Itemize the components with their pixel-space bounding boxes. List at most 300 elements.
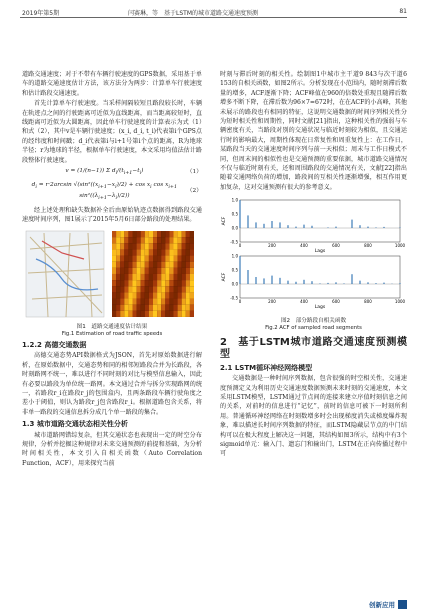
- heatmap-cell: [137, 292, 141, 298]
- equation-1: [22, 167, 202, 179]
- page-number: 81: [399, 8, 407, 15]
- heatmap-cell: [161, 231, 165, 237]
- heatmap-cell: [149, 292, 153, 298]
- heatmap-cell: [157, 255, 161, 261]
- acf-charts: [220, 196, 407, 314]
- heatmap-cell: [165, 237, 169, 243]
- heatmap-cell: [116, 280, 120, 286]
- heatmap-cell: [174, 243, 178, 249]
- heatmap-cell: [174, 280, 178, 286]
- heatmap-cell: [174, 267, 178, 273]
- acf-y-tick: 0.5: [231, 211, 238, 217]
- acf-x-tick: 0: [238, 243, 242, 249]
- heatmap-cell: [133, 280, 137, 286]
- paragraph: 高德交通态势API数据格式为JSON，首先对原始数据进行解析，在原始数据中，交通态势和同的相邻短路段合并为长路段，各时刻路网不统一，难以进行不同时刻的对比与模型信息输入，因此有必要以路段为单位统一路网。本文通过合并与拆分实现路网的统一，若路段r_i在路段r_j的包围盒内，且两条路段车辆行驶角度之差小于阈值，则认为路段r_j包含路段r_i。根据道路包含关系，将非单一路段的交通信息拆分成几个单一路段的集合。: [22, 352, 202, 416]
- heatmap-cell: [124, 298, 128, 304]
- heatmap-cell: [190, 231, 194, 237]
- heatmap-cell: [178, 237, 182, 243]
- heatmap-cell: [165, 286, 169, 292]
- heatmap-cell: [182, 286, 186, 292]
- heatmap-cell: [141, 249, 145, 255]
- heatmap-cell: [174, 274, 178, 280]
- speed-heatmap: [112, 231, 194, 317]
- heatmap-cell: [145, 255, 149, 261]
- heatmap-cell: [141, 261, 145, 267]
- heatmap-cell: [112, 255, 116, 261]
- heatmap-cell: [186, 310, 190, 316]
- figure-1-caption-en: Fig.1 Estimation of road traffic speeds: [61, 330, 163, 337]
- heatmap-cell: [116, 255, 120, 261]
- section-heading: 2.1 LSTM循环神经网络模型: [220, 363, 313, 372]
- heatmap-cell: [174, 310, 178, 316]
- heatmap-cell: [157, 267, 161, 273]
- heatmap-cell: [145, 249, 149, 255]
- heatmap-cell: [186, 286, 190, 292]
- heatmap-cell: [128, 280, 132, 286]
- heatmap-cell: [112, 274, 116, 280]
- heatmap-cell: [182, 304, 186, 310]
- heatmap-cell: [169, 261, 173, 267]
- heatmap-cell: [182, 310, 186, 316]
- heatmap-cell: [141, 298, 145, 304]
- heatmap-cell: [182, 267, 186, 273]
- heatmap-cell: [161, 237, 165, 243]
- acf-x-tick: 600: [332, 243, 340, 249]
- heatmap-cell: [174, 237, 178, 243]
- equation-number: （2）: [186, 188, 202, 195]
- heatmap-cell: [153, 231, 157, 237]
- heatmap-cell: [145, 267, 149, 273]
- heatmap-cell: [165, 231, 169, 237]
- heatmap-cell: [165, 304, 169, 310]
- paragraph: 城市道路网错综复杂，但其交通状态也表现出一定的时空分布规律，分析并挖掘这种规律对未来交通预测的前提和基础，为分析时间相关性，本文引入自相关函数（Auto Correlation Function，ACF），用来探究当前: [22, 431, 202, 467]
- heatmap-cell: [112, 243, 116, 249]
- heatmap-cell: [141, 292, 145, 298]
- heatmap-cell: [124, 310, 128, 316]
- heatmap-cell: [165, 298, 169, 304]
- heatmap-cell: [161, 255, 165, 261]
- heatmap-cell: [165, 274, 169, 280]
- heatmap-cell: [190, 237, 194, 243]
- heatmap-cell: [190, 274, 194, 280]
- heatmap-cell: [145, 310, 149, 316]
- heatmap-cell: [128, 231, 132, 237]
- heatmap-cell: [157, 298, 161, 304]
- heatmap-cell: [116, 298, 120, 304]
- issue-label: 2019年第5期: [22, 10, 60, 17]
- heatmap-cell: [178, 243, 182, 249]
- acf-y-tick: 1.0: [231, 197, 238, 203]
- heatmap-cell: [169, 286, 173, 292]
- heatmap-cell: [186, 280, 190, 286]
- heatmap-cell: [182, 280, 186, 286]
- heatmap-cell: [137, 310, 141, 316]
- equation-number: （1）: [186, 169, 202, 176]
- heatmap-cell: [161, 249, 165, 255]
- heatmap-cell: [161, 304, 165, 310]
- right-column: [220, 70, 407, 460]
- heatmap-cell: [120, 231, 124, 237]
- heatmap-cell: [178, 292, 182, 298]
- heatmap-cell: [124, 292, 128, 298]
- heatmap-cell: [153, 255, 157, 261]
- paragraph: 首先计算单车行驶速度。当采样间隔较短且路段较长时，车辆在轨迹点之间的行驶距离可近似为直线距离，而当距离较短时，直线距离可近似为大圆距离，因此单车行驶速度的计算表示为式（1）和式（2），其中v是车辆行驶速度；(x_i, d_i, t_i)代表第i个GPS点的经纬度和时间戳；d_i代表第i与i+1号第i个点的距离，R为地球半径；r为地球的半径，根据单车行驶速度，本文采用均值法估计路段整体行驶速度。: [22, 100, 202, 164]
- heatmap-cell: [157, 274, 161, 280]
- heatmap-cell: [157, 237, 161, 243]
- heatmap-cell: [145, 243, 149, 249]
- heatmap-cell: [169, 267, 173, 273]
- heatmap-cell: [178, 231, 182, 237]
- heatmap-cell: [141, 310, 145, 316]
- heatmap-cell: [169, 231, 173, 237]
- heatmap-cell: [149, 255, 153, 261]
- heatmap-cell: [128, 255, 132, 261]
- heatmap-cell: [137, 304, 141, 310]
- heatmap-cell: [169, 249, 173, 255]
- acf-x-tick: 800: [364, 243, 372, 249]
- heatmap-cell: [153, 280, 157, 286]
- acf-x-label: Lags: [314, 249, 326, 255]
- heatmap-cell: [133, 304, 137, 310]
- heatmap-cell: [133, 286, 137, 292]
- heatmap-cell: [190, 298, 194, 304]
- heatmap-cell: [133, 261, 137, 267]
- heatmap-cell: [133, 310, 137, 316]
- heatmap-cell: [182, 255, 186, 261]
- heatmap-cell: [174, 298, 178, 304]
- heatmap-cell: [169, 280, 173, 286]
- heatmap-cell: [174, 286, 178, 292]
- heatmap-cell: [149, 310, 153, 316]
- heatmap-cell: [120, 243, 124, 249]
- heatmap-cell: [133, 267, 137, 273]
- heatmap-cell: [145, 237, 149, 243]
- heatmap-cell: [190, 310, 194, 316]
- figure-2-caption-en: Fig.2 ACF of sampled road segments: [265, 324, 362, 331]
- heatmap-cell: [116, 310, 120, 316]
- heatmap-cell: [157, 243, 161, 249]
- heatmap-cell: [178, 310, 182, 316]
- heatmap-cell: [178, 286, 182, 292]
- heatmap-cell: [141, 243, 145, 249]
- heatmap-cell: [157, 310, 161, 316]
- heatmap-cell: [161, 292, 165, 298]
- heatmap-cell: [133, 292, 137, 298]
- heatmap-cell: [169, 304, 173, 310]
- heatmap-cell: [186, 243, 190, 249]
- heatmap-cell: [153, 274, 157, 280]
- heatmap-cell: [133, 249, 137, 255]
- heatmap-cell: [137, 267, 141, 273]
- heatmap-cell: [182, 292, 186, 298]
- left-column: [22, 70, 202, 469]
- heatmap-cell: [153, 243, 157, 249]
- heatmap-cell: [133, 298, 137, 304]
- heatmap-cell: [112, 249, 116, 255]
- page-header: [0, 0, 427, 18]
- heatmap-cell: [145, 292, 149, 298]
- heatmap-cell: [116, 292, 120, 298]
- heatmap-cell: [120, 261, 124, 267]
- acf-x-tick: 1000: [394, 299, 406, 305]
- heatmap-cell: [149, 237, 153, 243]
- heatmap-cell: [120, 255, 124, 261]
- paragraph: 道路交通速度；对于不带有车辆行驶速度的GPS数据，采用基于单车的道路交通速度估计方法，该方法分为两步：计算单车行驶速度和估计路段交通速度。: [22, 71, 202, 97]
- heatmap-cell: [116, 243, 120, 249]
- figure-2: [220, 196, 407, 331]
- heatmap-cell: [161, 274, 165, 280]
- heatmap-cell: [157, 280, 161, 286]
- heatmap-cell: [133, 231, 137, 237]
- heatmap-cell: [112, 231, 116, 237]
- heatmap-cell: [174, 249, 178, 255]
- heatmap-cell: [141, 267, 145, 273]
- heatmap-cell: [186, 261, 190, 267]
- heatmap-cell: [178, 304, 182, 310]
- heatmap-cell: [145, 261, 149, 267]
- heatmap-cell: [190, 286, 194, 292]
- heatmap-cell: [182, 237, 186, 243]
- heatmap-cell: [124, 249, 128, 255]
- heatmap-cell: [174, 261, 178, 267]
- heatmap-cell: [169, 274, 173, 280]
- heatmap-cell: [157, 249, 161, 255]
- heatmap-cell: [182, 231, 186, 237]
- heatmap-cell: [178, 298, 182, 304]
- heatmap-cell: [153, 249, 157, 255]
- heatmap-cell: [137, 237, 141, 243]
- heatmap-cell: [137, 261, 141, 267]
- heatmap-cell: [128, 298, 132, 304]
- heatmap-cell: [128, 304, 132, 310]
- heatmap-cell: [120, 298, 124, 304]
- heatmap-cell: [128, 261, 132, 267]
- heatmap-cell: [190, 249, 194, 255]
- heatmap-cell: [190, 280, 194, 286]
- acf-x-tick: 400: [300, 299, 308, 305]
- heatmap-cell: [116, 231, 120, 237]
- heatmap-cell: [141, 255, 145, 261]
- heatmap-cell: [145, 274, 149, 280]
- heatmap-cell: [137, 231, 141, 237]
- heatmap-cell: [120, 280, 124, 286]
- heatmap-cell: [186, 274, 190, 280]
- heatmap-cell: [153, 298, 157, 304]
- figure-1-graphic: [22, 229, 202, 321]
- heatmap-cell: [124, 231, 128, 237]
- heatmap-cell: [149, 280, 153, 286]
- heatmap-cell: [124, 243, 128, 249]
- section-heading: 1.3 城市道路交通状态相关性分析: [22, 420, 128, 429]
- heatmap-cell: [165, 243, 169, 249]
- heatmap-cell: [128, 274, 132, 280]
- heatmap-cell: [124, 286, 128, 292]
- heatmap-cell: [169, 243, 173, 249]
- heatmap-cell: [157, 304, 161, 310]
- heatmap-cell: [116, 286, 120, 292]
- equation-2: [22, 181, 202, 204]
- heatmap-cell: [182, 243, 186, 249]
- acf-x-tick: 600: [332, 299, 340, 305]
- heatmap-cell: [186, 231, 190, 237]
- heatmap-cell: [190, 304, 194, 310]
- heatmap-cell: [124, 274, 128, 280]
- heatmap-cell: [145, 298, 149, 304]
- heatmap-cell: [182, 274, 186, 280]
- heatmap-cell: [161, 267, 165, 273]
- heatmap-cell: [174, 292, 178, 298]
- heatmap-cell: [112, 261, 116, 267]
- heatmap-cell: [178, 267, 182, 273]
- acf-x-label: Lags: [314, 305, 326, 311]
- heatmap-cell: [165, 267, 169, 273]
- heatmap-cell: [149, 249, 153, 255]
- acf-y-label: ACF: [222, 216, 227, 226]
- acf-plot-frame: [240, 256, 400, 298]
- heatmap-cell: [124, 304, 128, 310]
- heatmap-cell: [174, 255, 178, 261]
- heatmap-cell: [149, 243, 153, 249]
- heatmap-cell: [178, 274, 182, 280]
- heatmap-cell: [149, 267, 153, 273]
- heatmap-cell: [149, 286, 153, 292]
- heatmap-cell: [120, 286, 124, 292]
- heatmap-cell: [157, 292, 161, 298]
- heatmap-cell: [190, 243, 194, 249]
- heatmap-cell: [133, 243, 137, 249]
- heatmap-cell: [124, 255, 128, 261]
- heatmap-cell: [133, 255, 137, 261]
- equation-body: $d_i = r\cdot 2\arcsin$ $√(\sin^2((x_{i+1}-x_i)/2) + \cos x_i$ $\cos x_{i+1}$ $\sin^2((\lambda_{i+1}-\lambda_i)/2)$): [31, 181, 178, 202]
- heatmap-cell: [174, 231, 178, 237]
- acf-x-tick: 400: [300, 243, 308, 249]
- heatmap-cell: [186, 255, 190, 261]
- heatmap-cell: [169, 310, 173, 316]
- heatmap-cell: [190, 255, 194, 261]
- figure-1: [22, 229, 202, 338]
- heatmap-cell: [137, 274, 141, 280]
- heatmap-cell: [133, 237, 137, 243]
- paragraph: 时刻与滞后时刻的相关性。绘制图1中城市主干道9 843与次干道6 153的自相关函数，如图2所示。分析发现在小范围内，随时刻滞后数量的增多，ACF逐渐下降；ACF峰值在960的倍数处重现且随滞后数增多不断下降，在滞后数为96×7=672时，在在ACF的小高峰，其他未展示的路段也有相同的特征，这说明交通数据的时间序列相关性分为短时相关性和周期性，同时文献[21]指出，这种相关性的强弱与车辆密度有关，当路段对别的交通状况与临近时刻较为相似，且交通运行时的影响最大，周期性体现在日常复性和周重复性上：在工作日，某路段当天的交通速度时间序列与前一天相似；周末与工作日模式不同，但周末间的相似性也是交通预测的重要依据，城市道路交通情况不仅与临近时刻有关，还和周围路段的交通情况有关，文献[22]指出随着交通网络负荷的增加，路段间的互相关性逐渐增强，相互作用更加复杂，这对交通预测有很大的参考意义。: [220, 71, 407, 191]
- heatmap-cell: [112, 298, 116, 304]
- heatmap-cell: [145, 304, 149, 310]
- heatmap-cell: [141, 231, 145, 237]
- heatmap-cell: [186, 267, 190, 273]
- figure-1-caption-cn: 图1 道路交通速度估计结果: [76, 323, 148, 330]
- heatmap-cell: [116, 274, 120, 280]
- heatmap-cell: [161, 243, 165, 249]
- heatmap-cell: [186, 237, 190, 243]
- heatmap-cell: [124, 280, 128, 286]
- heatmap-cell: [149, 261, 153, 267]
- heatmap-cell: [137, 255, 141, 261]
- heatmap-cell: [116, 304, 120, 310]
- heatmap-cell: [120, 292, 124, 298]
- heatmap-cell: [112, 292, 116, 298]
- equation-body: v = (1/(n−1)) Σ $d_i/(t_{i+1}-t_i)$: [65, 168, 144, 177]
- heatmap-cell: [186, 249, 190, 255]
- heatmap-cell: [128, 286, 132, 292]
- heatmap-cell: [112, 237, 116, 243]
- paragraph: 经上述处理和缺失数据补全后由原始轨迹点数据得到路段交通速度时间序列，图1展示了2015年5月6日部分路段的处理结果。: [22, 206, 202, 224]
- heatmap-cell: [182, 261, 186, 267]
- heatmap-cell: [161, 310, 165, 316]
- heatmap-cell: [157, 261, 161, 267]
- header-rule: [20, 17, 407, 18]
- acf-y-tick: -0.5: [230, 295, 238, 301]
- acf-y-label: ACF: [222, 272, 227, 282]
- acf-plot-frame: [240, 200, 400, 242]
- heatmap-cell: [161, 280, 165, 286]
- heatmap-cell: [149, 304, 153, 310]
- heatmap-cell: [112, 267, 116, 273]
- heatmap-cell: [112, 286, 116, 292]
- heatmap-cell: [149, 298, 153, 304]
- heatmap-cell: [137, 243, 141, 249]
- heatmap-cell: [169, 298, 173, 304]
- footer-brand: [369, 600, 407, 610]
- heatmap-cell: [186, 304, 190, 310]
- heatmap-cell: [169, 237, 173, 243]
- heatmap-cell: [149, 274, 153, 280]
- heatmap-cell: [128, 267, 132, 273]
- heatmap-cell: [124, 261, 128, 267]
- heatmap-cell: [141, 237, 145, 243]
- heatmap-cell: [190, 261, 194, 267]
- heatmap-cell: [178, 249, 182, 255]
- heatmap-cell: [153, 261, 157, 267]
- heatmap-cell: [153, 292, 157, 298]
- acf-y-tick: 0.5: [231, 267, 238, 273]
- heatmap-cell: [137, 298, 141, 304]
- figure-2-caption-cn: 图2 部分路段自相关函数: [280, 317, 347, 324]
- heatmap-cell: [141, 304, 145, 310]
- heatmap-cell: [145, 286, 149, 292]
- heatmap-cell: [137, 280, 141, 286]
- heatmap-cell: [145, 280, 149, 286]
- heatmap-cell: [165, 280, 169, 286]
- heatmap-cell: [157, 286, 161, 292]
- heatmap-cell: [112, 310, 116, 316]
- heatmap-cell: [169, 292, 173, 298]
- heatmap-cell: [133, 274, 137, 280]
- heatmap-cell: [116, 267, 120, 273]
- heatmap-cell: [165, 292, 169, 298]
- heatmap-cell: [116, 261, 120, 267]
- acf-x-tick: 200: [268, 243, 276, 249]
- heatmap-cell: [128, 292, 132, 298]
- heatmap-cell: [153, 310, 157, 316]
- heatmap-cell: [161, 298, 165, 304]
- heatmap-cell: [149, 231, 153, 237]
- heatmap-cell: [128, 237, 132, 243]
- heatmap-cell: [186, 298, 190, 304]
- heatmap-cell: [161, 286, 165, 292]
- heatmap-cell: [120, 274, 124, 280]
- acf-x-tick: 800: [364, 299, 372, 305]
- heatmap-cell: [178, 261, 182, 267]
- heatmap-cell: [141, 280, 145, 286]
- heatmap-cell: [186, 292, 190, 298]
- heatmap-cell: [153, 267, 157, 273]
- heatmap-cell: [120, 267, 124, 273]
- heatmap-cell: [165, 261, 169, 267]
- heatmap-cell: [116, 237, 120, 243]
- acf-y-tick: 1.0: [231, 253, 238, 259]
- footer-brand-label: 创新应用: [369, 600, 395, 609]
- heatmap-cell: [174, 304, 178, 310]
- heatmap-cell: [137, 286, 141, 292]
